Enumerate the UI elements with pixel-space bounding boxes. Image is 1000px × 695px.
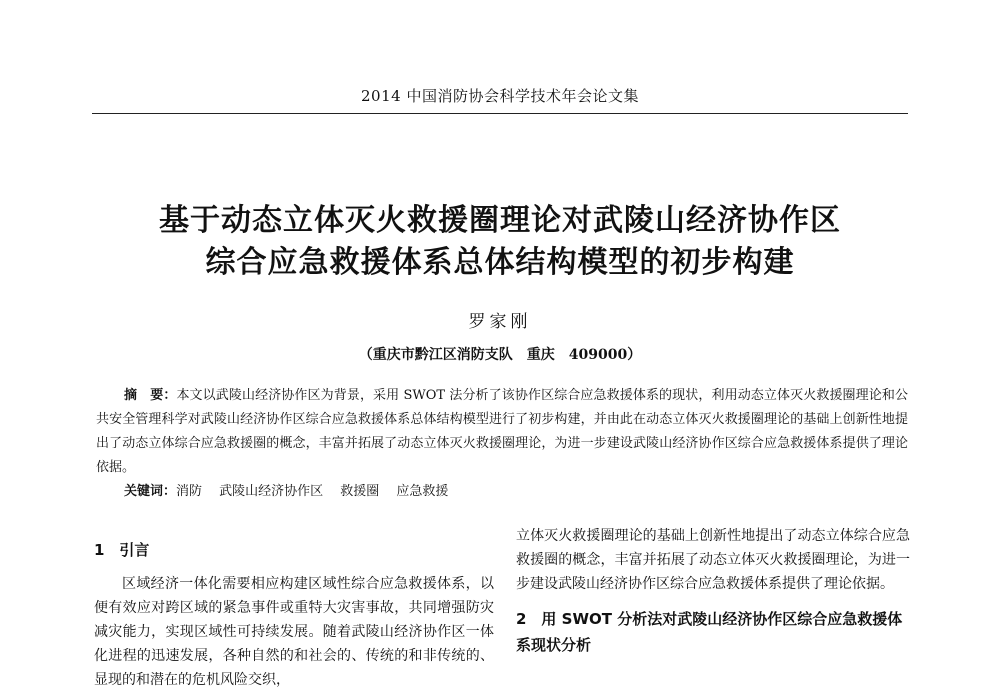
section-1-paragraph: 区域经济一体化需要相应构建区域性综合应急救援体系，以便有效应对跨区域的紧急事件或重特大灾害事故，共同增强防灾减灾能力，实现区域性可持续发展。随着武陵山经济协作区一体化进程的迅速发展，各种自然的和社会的、传统的和非传统的、显现的和潜在的危机风险交织， [94, 576, 494, 688]
right-column [516, 524, 910, 658]
running-header: 2014 中国消防协会科学技术年会论文集 [361, 87, 639, 105]
author-name: 罗家刚 [468, 312, 532, 332]
section-1-heading: 1 引言 [94, 541, 150, 559]
paper-title [92, 200, 908, 284]
abstract [96, 384, 908, 480]
abstract-label: 摘 要： [124, 388, 177, 403]
keywords [96, 481, 908, 503]
title-line-1: 基于动态立体灭火救援圈理论对武陵山经济协作区 [159, 203, 841, 238]
author-affiliation: （重庆市黔江区消防支队 重庆 409000） [358, 347, 642, 363]
left-column [94, 538, 494, 692]
header-rule [92, 113, 908, 114]
keywords-label: 关键词： [124, 484, 177, 499]
abstract-text: 本文以武陵山经济协作区为背景，采用 SWOT 法分析了该协作区综合应急救援体系的现状，利用动态立体灭火救援圈理论和公共安全管理科学对武陵山经济协作区综合应急救援体系总体结构模型进行了初步构建，并由此在动态立体灭火救援圈理论的基础上创新性地提出了动态立体综合应急救援圈的概念，丰富并拓展了动态立体灭火救援圈理论，为进一步建设武陵山经济协作区综合应急救援体系提供了理论依据。 [96, 388, 908, 475]
title-line-2: 综合应急救援体系总体结构模型的初步构建 [205, 245, 795, 280]
continuation-paragraph: 立体灭火救援圈理论的基础上创新性地提出了动态立体综合应急救援圈的概念，丰富并拓展了动态立体灭火救援圈理论，为进一步建设武陵山经济协作区综合应急救援体系提供了理论依据。 [516, 528, 910, 592]
section-2-heading: 2 用 SWOT 分析法对武陵山经济协作区综合应急救援体系现状分析 [516, 610, 903, 654]
keywords-text: 消防 武陵山经济协作区 救援圈 应急救援 [176, 484, 449, 499]
